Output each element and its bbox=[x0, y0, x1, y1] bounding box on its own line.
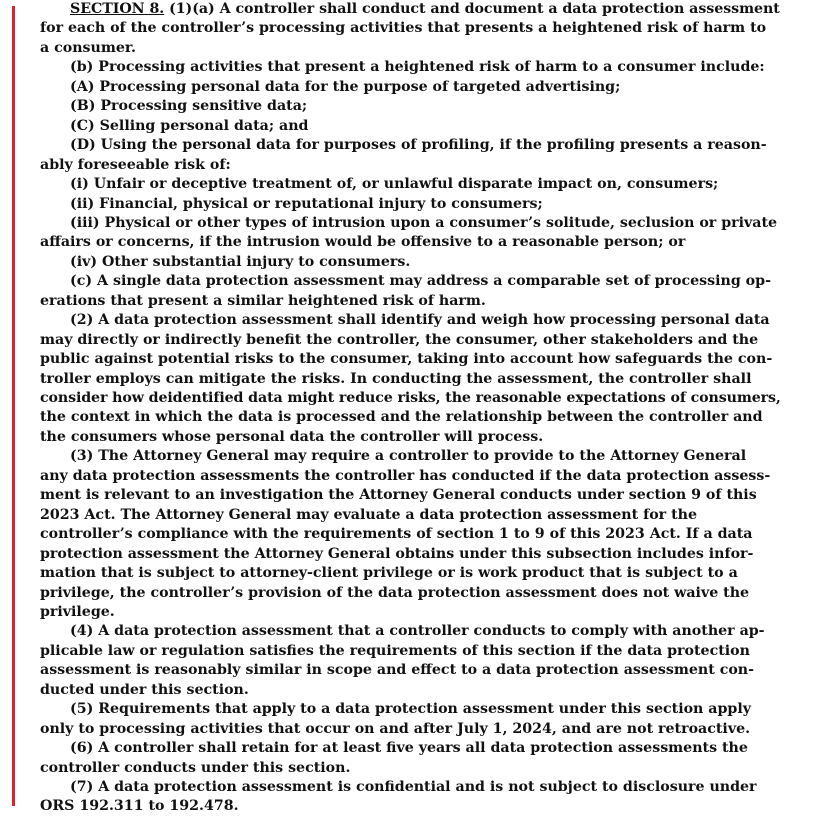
line-text: any data protection assessments the controller has conducted if the data protection assess- bbox=[40, 467, 771, 484]
line-text: (2) A data protection assessment shall identify and weigh how processing personal data bbox=[70, 312, 770, 329]
line-text: protection assessment the Attorney General obtains under this subsection includes infor- bbox=[40, 545, 754, 562]
line-text: ment is relevant to an investigation the Attorney General conducts under section 9 of this bbox=[40, 487, 757, 504]
line-text: (iii) Physical or other types of intrusion upon a consumer’s solitude, seclusion or private bbox=[70, 214, 778, 231]
line-text: (b) Processing activities that present a heightened risk of harm to a consumer include: bbox=[70, 59, 765, 76]
text-line bbox=[70, 78, 780, 98]
line-text: ably foreseeable risk of: bbox=[40, 156, 231, 173]
text-line bbox=[40, 19, 780, 39]
text-line bbox=[70, 622, 780, 642]
text-line bbox=[40, 584, 780, 604]
text-line bbox=[40, 506, 780, 526]
text-line bbox=[40, 370, 780, 390]
line-text: (D) Using the personal data for purposes of profiling, if the profiling presents a reason- bbox=[70, 137, 767, 154]
text-line bbox=[70, 253, 780, 273]
line-text: consider how deidentified data might reduce risks, the reasonable expectations of consumers, bbox=[40, 390, 781, 406]
line-text: (c) A single data protection assessment may address a comparable set of processing op- bbox=[70, 273, 771, 290]
text-line bbox=[70, 195, 780, 215]
text-line bbox=[40, 408, 780, 428]
line-text: (6) A controller shall retain for at least five years all data protection assessments the bbox=[70, 740, 748, 757]
text-line bbox=[40, 428, 780, 448]
text-line bbox=[70, 117, 780, 137]
line-text: public against potential risks to the consumer, taking into account how safeguards the con- bbox=[40, 351, 773, 368]
text-line bbox=[40, 233, 780, 253]
line-text: mation that is subject to attorney-client privilege or is work product that is subject to a bbox=[40, 565, 738, 582]
line-text: (iv) Other substantial injury to consumers. bbox=[70, 253, 411, 270]
text-line bbox=[40, 661, 780, 681]
text-line bbox=[40, 545, 780, 565]
text-line bbox=[70, 447, 780, 467]
text-line bbox=[40, 350, 780, 370]
line-text: privilege, the controller’s provision of the data protection assessment does not waive the bbox=[40, 584, 750, 601]
text-line bbox=[40, 331, 780, 351]
line-text: the context in which the data is processed and the relationship between the controller and bbox=[40, 409, 763, 426]
text-line bbox=[70, 97, 780, 117]
text-line bbox=[40, 467, 780, 487]
text-line bbox=[40, 39, 780, 59]
text-line bbox=[70, 272, 780, 292]
text-line bbox=[40, 681, 780, 701]
line-text: (B) Processing sensitive data; bbox=[70, 98, 308, 115]
text-line bbox=[40, 389, 780, 409]
text-line bbox=[40, 759, 780, 779]
line-text: erations that present a similar heightened risk of harm. bbox=[40, 292, 486, 309]
text-line bbox=[40, 720, 780, 740]
line-text: only to processing activities that occur on and after July 1, 2024, and are not retroactive. bbox=[40, 720, 751, 737]
text-line bbox=[40, 797, 780, 817]
line-text: controller’s compliance with the requirements of section 1 to 9 of this 2023 Act. If a data bbox=[40, 526, 753, 543]
section-heading: SECTION 8. bbox=[70, 1, 165, 17]
line-text: for each of the controller’s processing activities that presents a heightened risk of harm to bbox=[40, 20, 767, 37]
text-line bbox=[70, 0, 780, 20]
text-line bbox=[70, 58, 780, 78]
text-line bbox=[70, 700, 780, 720]
text-line bbox=[70, 136, 780, 156]
line-text: troller employs can mitigate the risks. In conducting the assessment, the controller shall bbox=[40, 370, 752, 387]
text-line bbox=[40, 603, 780, 623]
text-line bbox=[40, 525, 780, 545]
line-text: ORS 192.311 to 192.478. bbox=[40, 798, 239, 815]
revision-margin-bar bbox=[12, 6, 15, 806]
line-text: (i) Unfair or deceptive treatment of, or unlawful disparate impact on, consumers; bbox=[70, 176, 719, 193]
line-text: the consumers whose personal data the controller will process. bbox=[40, 428, 544, 445]
text-line bbox=[70, 778, 780, 798]
line-text: (3) The Attorney General may require a controller to provide to the Attorney General bbox=[70, 448, 747, 465]
line-text: plicable law or regulation satisfies the requirements of this section if the data protection bbox=[40, 642, 750, 659]
text-line bbox=[70, 214, 780, 234]
text-line bbox=[40, 564, 780, 584]
line-text: (1)(a) A controller shall conduct and document a data protection assessment bbox=[164, 1, 780, 17]
text-line bbox=[40, 156, 780, 176]
line-text: (C) Selling personal data; and bbox=[70, 117, 309, 134]
text-line bbox=[40, 486, 780, 506]
text-line bbox=[40, 642, 780, 662]
text-line bbox=[70, 311, 780, 331]
text-line bbox=[70, 739, 780, 759]
line-text: (4) A data protection assessment that a controller conducts to comply with another ap- bbox=[70, 623, 765, 640]
line-text: (5) Requirements that apply to a data protection assessment under this section apply bbox=[70, 701, 751, 718]
line-text: privilege. bbox=[40, 603, 115, 620]
line-text: (ii) Financial, physical or reputational injury to consumers; bbox=[70, 195, 543, 212]
line-text: (A) Processing personal data for the purpose of targeted advertising; bbox=[70, 78, 621, 95]
line-text: controller conducts under this section. bbox=[40, 759, 351, 776]
line-text: affairs or concerns, if the intrusion would be offensive to a reasonable person; or bbox=[40, 234, 686, 251]
text-line bbox=[40, 292, 780, 312]
line-text: (7) A data protection assessment is confidential and is not subject to disclosure under bbox=[70, 779, 757, 795]
text-line bbox=[70, 175, 780, 195]
line-text: a consumer. bbox=[40, 39, 137, 56]
line-text: assessment is reasonably similar in scope and effect to a data protection assessment con- bbox=[40, 662, 755, 679]
line-text: ducted under this section. bbox=[40, 681, 249, 698]
line-text: 2023 Act. The Attorney General may evaluate a data protection assessment for the bbox=[40, 506, 697, 523]
line-text: may directly or indirectly benefit the controller, the consumer, other stakeholders and the bbox=[40, 331, 759, 348]
